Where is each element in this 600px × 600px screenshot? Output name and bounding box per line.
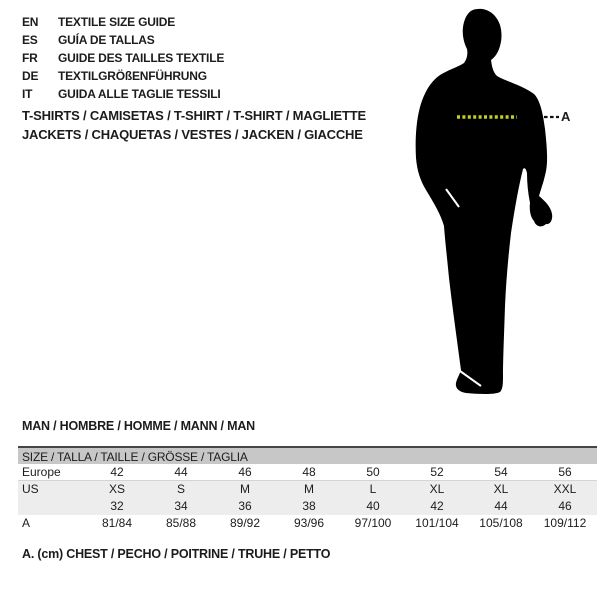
size-value: 42 [430, 499, 444, 513]
size-value: 34 [174, 499, 188, 513]
size-value: 109/112 [543, 516, 587, 530]
size-table-header: SIZE / TALLA / TAILLE / GRÖSSE / TAGLIA [18, 446, 597, 464]
size-value: 44 [174, 465, 188, 479]
size-value: L [369, 482, 377, 496]
size-value: 36 [238, 499, 252, 513]
section-title: MAN / HOMBRE / HOMME / MANN / MAN [22, 419, 255, 433]
category-line-jackets: JACKETS / CHAQUETAS / VESTES / JACKEN / GIACCHE [22, 127, 363, 142]
size-value: XL [493, 482, 509, 496]
size-value: 40 [366, 499, 380, 513]
size-value: 46 [558, 499, 572, 513]
size-value: S [176, 482, 185, 496]
table-row-us-numeric [18, 498, 597, 515]
size-value: 85/88 [165, 516, 197, 530]
size-value: XL [429, 482, 445, 496]
size-value: 32 [110, 499, 124, 513]
measure-label-a: A [561, 109, 571, 124]
category-line-tshirts: T-SHIRTS / CAMISETAS / T-SHIRT / T-SHIRT / MAGLIETTE [22, 108, 366, 123]
size-value: 81/84 [101, 516, 133, 530]
size-value: 38 [302, 499, 316, 513]
size-value: XXL [553, 482, 577, 496]
language-title: GUIDE DES TAILLES TEXTILE [58, 51, 225, 65]
table-row-europe [18, 464, 597, 481]
language-code: IT [22, 87, 33, 101]
language-row [22, 67, 224, 85]
man-body-shape [416, 9, 553, 394]
measurement-footnote: A. (cm) CHEST / PECHO / POITRINE / TRUHE / PETTO [22, 547, 331, 561]
language-code: EN [22, 15, 39, 29]
size-value: 56 [558, 465, 572, 479]
table-row-us [18, 481, 597, 498]
table-row-chest-a [18, 515, 597, 532]
size-value: 52 [430, 465, 444, 479]
language-row [22, 85, 224, 103]
language-title: GUÍA DE TALLAS [58, 33, 155, 47]
size-value: 50 [366, 465, 380, 479]
language-title: GUIDA ALLE TAGLIE TESSILI [58, 87, 221, 101]
row-label [18, 498, 85, 515]
category-heading [22, 106, 366, 144]
row-label: US [22, 482, 39, 496]
language-code: ES [22, 33, 38, 47]
row-label: A [22, 516, 31, 530]
size-value: 54 [494, 465, 508, 479]
language-code: DE [22, 69, 39, 83]
size-value: 89/92 [229, 516, 261, 530]
language-row [22, 31, 224, 49]
language-title: TEXTILGRÖßENFÜHRUNG [58, 69, 207, 83]
language-row [22, 13, 224, 31]
size-value: M [304, 482, 314, 496]
size-value: 44 [494, 499, 508, 513]
size-value: 101/104 [415, 516, 459, 530]
size-value: 42 [110, 465, 124, 479]
language-row [22, 49, 224, 67]
size-value: M [240, 482, 250, 496]
size-value: XS [108, 482, 125, 496]
language-title: TEXTILE SIZE GUIDE [58, 15, 176, 29]
size-value: 97/100 [354, 516, 392, 530]
size-value: 46 [238, 465, 252, 479]
man-silhouette [390, 0, 600, 400]
size-value: 93/96 [293, 516, 325, 530]
size-value: 105/108 [479, 516, 523, 530]
row-label: Europe [22, 465, 61, 479]
language-code: FR [22, 51, 38, 65]
size-value: 48 [302, 465, 316, 479]
size-table [18, 446, 597, 532]
language-list [22, 13, 224, 103]
